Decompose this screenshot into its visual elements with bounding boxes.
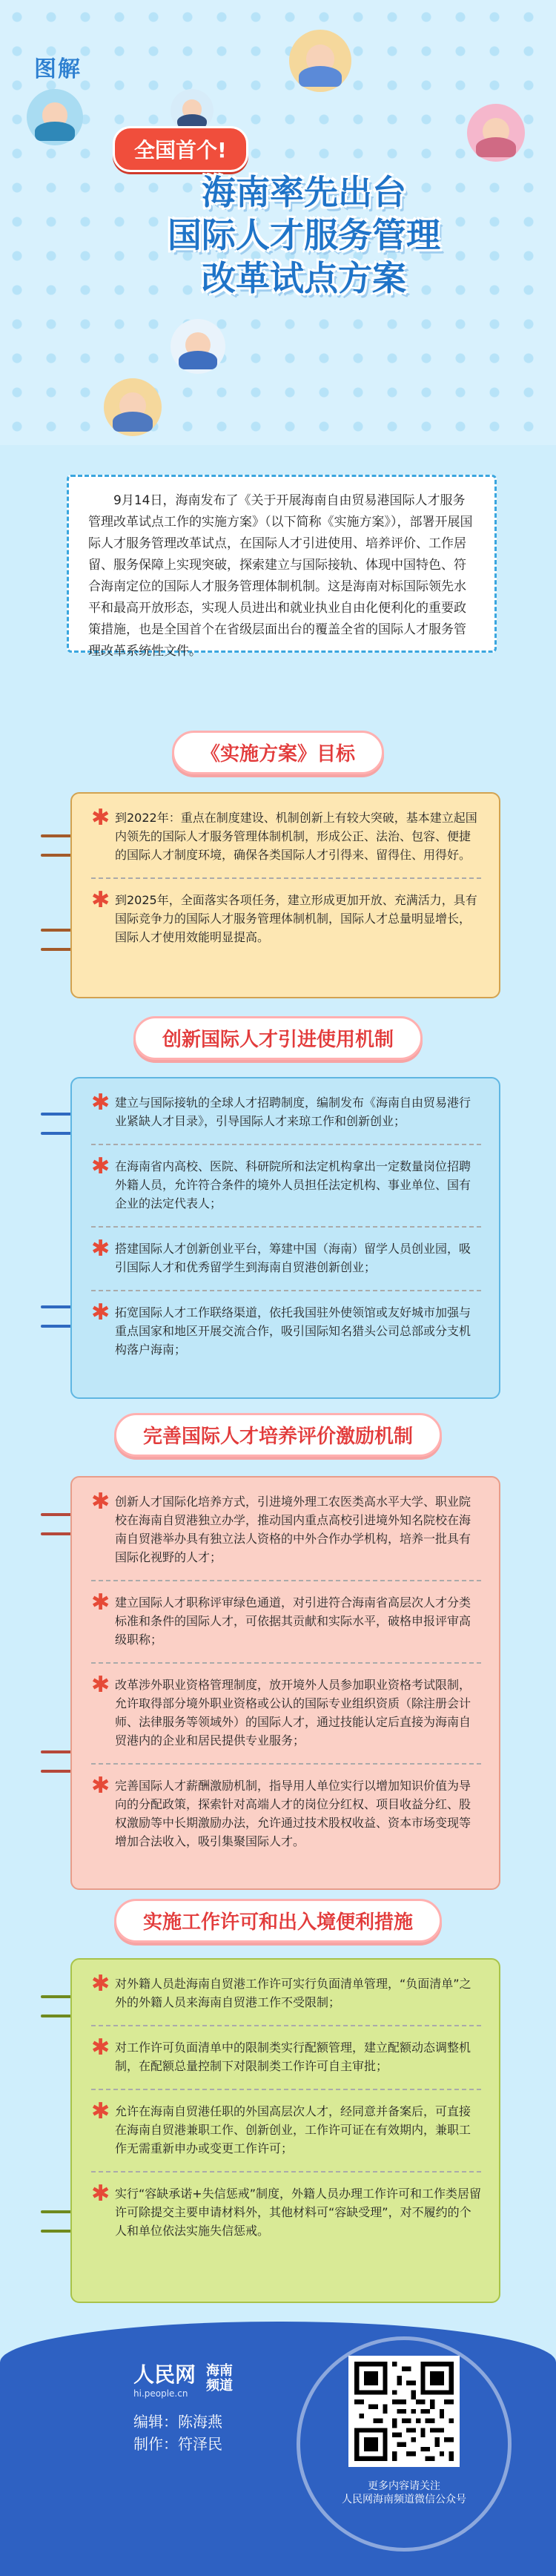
asterisk-icon: ✱ — [91, 1299, 110, 1325]
divider — [91, 877, 481, 879]
asterisk-icon: ✱ — [91, 1236, 110, 1262]
producer-credit: 制作：符泽民 — [133, 2435, 222, 2453]
divider — [91, 1290, 481, 1291]
qr-code-icon — [354, 2362, 454, 2461]
avatar-man-blond-icon — [104, 378, 162, 436]
logo-main-text: 人民网 — [133, 2362, 196, 2387]
divider — [91, 2089, 481, 2090]
list-item: ✱ 允许在海南自贸港任职的外国高层次人才，经同意并备案后，可直接在海南自贸港兼职工作、创新创业，工作许可证在有效期内，兼职工作无需重新申办或变更工作许可； — [91, 2098, 471, 2155]
divider — [91, 1226, 481, 1228]
asterisk-icon: ✱ — [91, 1971, 110, 1997]
asterisk-icon: ✱ — [91, 1590, 110, 1615]
people-daily-logo[interactable] — [133, 2359, 233, 2399]
editor-credit: 编辑：陈海燕 — [133, 2413, 222, 2431]
list-item: ✱ 创新人才国际化培养方式，引进境外理工农医类高水平大学、职业院校在海南自贸港独立办学，推动国内重点高校引进境外知名院校在海南自贸港举办具有独立法人资格的中外合作办学机构，培养一批具有国际化视野的人才； — [91, 1489, 471, 1564]
divider — [91, 1763, 481, 1765]
list-item: ✱ 完善国际人才薪酬激励机制，指导用人单位实行以增加知识价值为导向的分配政策，探索针对高端人才的岗位分红权、项目收益分红、股权激励等中长期激励办法，允许通过技术股权收益、资本市场变现等增加合法收入，吸引集聚国际人才。 — [91, 1773, 471, 1848]
section-title-goals: 《实施方案》目标 — [172, 731, 384, 774]
asterisk-icon: ✱ — [91, 1153, 110, 1179]
title-line-3: 改革试点方案 — [202, 258, 406, 298]
list-item: ✱ 在海南省内高校、医院、科研院所和法定机构拿出一定数量岗位招聘外籍人员，允许符合条件的境外人员担任法定机构、事业单位、国有企业的法定代表人； — [91, 1153, 471, 1210]
title-line-2: 国际人才服务管理 — [168, 215, 440, 255]
work-permit-card — [70, 1958, 500, 2303]
asterisk-icon: ✱ — [91, 2098, 110, 2124]
list-item: ✱ 对外籍人员赴海南自贸港工作许可实行负面清单管理，“负面清单”之外的外籍人员来海南自贸港工作不受限制； — [91, 1971, 471, 2009]
asterisk-icon: ✱ — [91, 2181, 110, 2207]
intro-box — [67, 475, 497, 659]
asterisk-icon: ✱ — [91, 887, 110, 913]
first-nationwide-badge: 全国首个! — [113, 126, 248, 172]
qr-caption: 更多内容请关注 人民网海南频道微信公众号 — [342, 2480, 466, 2506]
section-title-work-permit: 实施工作许可和出入境便利措施 — [114, 1899, 442, 1943]
introduction-card — [70, 1077, 500, 1399]
list-item: ✱ 搭建国际人才创新创业平台，筹建中国（海南）留学人员创业园，吸引国际人才和优秀留学生到海南自贸港创新创业； — [91, 1236, 471, 1274]
asterisk-icon: ✱ — [91, 1773, 110, 1799]
list-item: ✱ 改革涉外职业资格管理制度，放开境外人员参加职业资格考试限制，允许取得部分境外职业资格或公认的国际专业组织资质（除注册会计师、法律服务等领域外）的国际人才，通过技能认定后直接为海南自贸港内的企业和居民提供专业服务； — [91, 1672, 471, 1747]
asterisk-icon: ✱ — [91, 2035, 110, 2061]
intro-text: 9月14日，海南发布了《关于开展海南自由贸易港国际人才服务管理改革试点工作的实施方案》（以下简称《实施方案》），部署开展国际人才服务管理改革试点，在国际人才引进使用、培养评价、工作居留、服务保障上实现突破，探索建立与国际接轨、体现中国特色、符合海南定位的国际人才服务管理体制机制。这是海南对标国际领先水平和最高开放形态，实现人员进出和就业执业自由化便利化的重要政策措施，也是全国首个在省级层面出台的覆盖全省的国际人才服务管理改革系统性文件。 — [88, 493, 473, 659]
asterisk-icon: ✱ — [91, 1672, 110, 1698]
section-title-cultivation: 完善国际人才培养评价激励机制 — [114, 1413, 442, 1457]
qr-code[interactable] — [348, 2356, 460, 2467]
avatar-woman-icon — [467, 104, 525, 162]
logo-url: hi.people.cn — [133, 2388, 188, 2399]
header-banner — [0, 0, 556, 445]
credits — [133, 2411, 222, 2455]
divider — [91, 2171, 481, 2173]
logo-channel: 海南 频道 — [206, 2363, 234, 2394]
list-item: ✱ 到2025年，全面落实各项任务，建立形成更加开放、充满活力，具有国际竞争力的国际人才服务管理体制机制，国际人才总量明显增长，国际人才使用效能明显提高。 — [91, 887, 477, 944]
asterisk-icon: ✱ — [91, 1090, 110, 1116]
infographic-tag: 图解 — [34, 56, 82, 82]
list-item: ✱ 对工作许可负面清单中的限制类实行配额管理，建立配额动态调整机制，在配额总量控制下对限制类工作许可自主审批； — [91, 2035, 471, 2073]
title-line-1: 海南率先出台 — [202, 172, 406, 212]
asterisk-icon: ✱ — [91, 1489, 110, 1515]
avatar-doctor-icon — [27, 89, 83, 145]
avatar-woman-blue-icon — [171, 319, 225, 374]
list-item: ✱ 到2022年：重点在制度建设、机制创新上有较大突破，基本建立起国内领先的国际人才服务管理体制机制，形成公正、法治、包容、便捷的国际人才制度环境，确保各类国际人才引得来、留得住、用得好。 — [91, 805, 477, 862]
goals-card — [70, 792, 500, 998]
avatar-man-glasses-icon — [289, 30, 351, 92]
list-item: ✱ 建立国际人才职称评审绿色通道，对引进符合海南省高层次人才分类标准和条件的国际人才，可依据其贡献和实际水平，破格申报评审高级职称； — [91, 1590, 471, 1647]
cultivation-card — [70, 1476, 500, 1890]
list-item: ✱ 实行“容缺承诺+失信惩戒”制度，外籍人员办理工作许可和工作类居留许可除提交主要申请材料外，其他材料可“容缺受理”，对不履约的个人和单位依法实施失信惩戒。 — [91, 2181, 481, 2238]
page-title — [133, 171, 474, 300]
list-item: ✱ 拓宽国际人才工作联络渠道，依托我国驻外使领馆或友好城市加强与重点国家和地区开展交流合作，吸引国际知名猎头公司总部或分支机构落户海南； — [91, 1299, 471, 1357]
divider — [91, 1144, 481, 1145]
divider — [91, 2025, 481, 2026]
divider — [91, 1580, 481, 1581]
asterisk-icon: ✱ — [91, 805, 110, 831]
section-title-introduction: 创新国际人才引进使用机制 — [133, 1016, 423, 1060]
list-item: ✱ 建立与国际接轨的全球人才招聘制度，编制发布《海南自由贸易港行业紧缺人才目录》，引导国际人才来琼工作和创新创业； — [91, 1090, 471, 1128]
divider — [91, 1662, 481, 1664]
